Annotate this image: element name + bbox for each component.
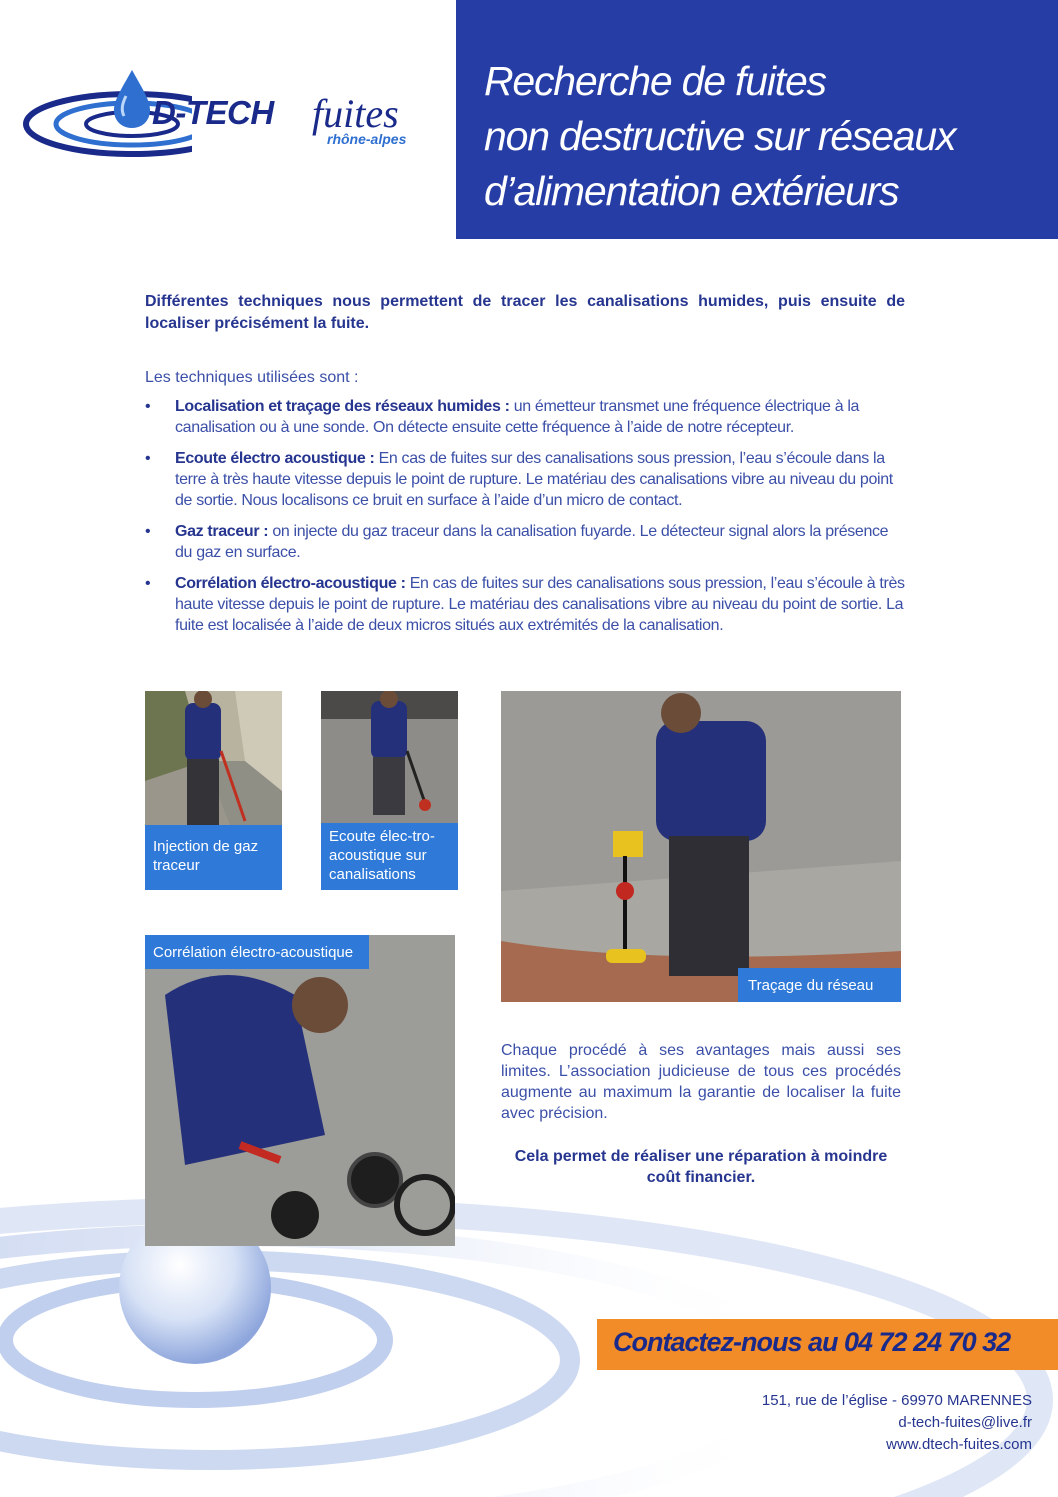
caption-gaz: Injection de gaz traceur (145, 825, 282, 890)
logo-brand-suffix: fuites (312, 91, 399, 136)
page-title-line-1: Recherche de fuites (484, 58, 826, 104)
list-item (145, 573, 905, 636)
technique-title: Gaz traceur : (175, 523, 269, 540)
header-banner (456, 0, 1058, 239)
technique-text: on injecte du gaz traceur dans la canalisation fuyarde. Le détecteur signal alors la présence du gaz en surface. (175, 523, 889, 561)
advantages-paragraph: Chaque procédé à ses avantages mais aussi ses limites. L’association judicieuse de tous ces procédés augmente au maximum la garantie de localiser la fuite avec précision. (501, 1042, 901, 1122)
contact-banner (597, 1319, 1058, 1370)
conclusion-text: Cela permet de réaliser une réparation à moindre coût financier. (514, 1148, 888, 1186)
photo-correlation (145, 935, 455, 1246)
technique-text: un émetteur transmet une fréquence électrique à la canalisation ou à une sonde. On détecte ensuite cette fréquence à l’aide de notre récepteur. (175, 398, 860, 436)
address-website[interactable]: www.dtech-fuites.com (886, 1436, 1032, 1453)
photo-tracage (501, 691, 901, 1002)
page-title-line-3: d’alimentation extérieurs (484, 168, 899, 214)
bullet-icon: • (145, 398, 151, 415)
caption-tracage: Traçage du réseau (738, 968, 901, 1002)
intro-text: Différentes techniques nous permettent de tracer les canalisations humides, puis ensuite de localiser précisément la fuite. (145, 293, 905, 332)
logo-region: rhône-alpes (327, 131, 407, 147)
bullet-icon: • (145, 523, 151, 540)
bullet-icon: • (145, 450, 151, 467)
technique-text: En cas de fuites sur des canalisations sous pression, l’eau s’écoule à très haute vitesse depuis le point de rupture. Le matériau des canalisations vibre au niveau du point de sortie. La fuite est localisée à l’aide de deux micros situés aux extrémités de la canalisation. (175, 575, 905, 634)
techniques-list (145, 396, 905, 646)
company-logo (22, 66, 432, 176)
technician-photo-icon (145, 935, 455, 1246)
list-item (145, 396, 905, 438)
caption-correlation: Corrélation électro-acoustique (145, 935, 369, 969)
address-street: 151, rue de l’église - 69970 MARENNES (761, 1392, 1032, 1409)
contact-phone[interactable]: Contactez-nous au 04 72 24 70 32 (613, 1327, 1011, 1357)
techniques-lead: Les techniques utilisées sont : (145, 369, 359, 386)
technique-title: Ecoute électro acoustique : (175, 450, 375, 467)
address-block (762, 1390, 1032, 1456)
technique-title: Localisation et traçage des réseaux humides : (175, 398, 510, 415)
technique-text: En cas de fuites sur des canalisations sous pression, l’eau s’écoule dans la terre à très haute vitesse depuis le point de rupture. Le matériau des canalisations vibre au niveau du point de sortie. Nous localisons ce bruit en surface à l’aide d’un micro de contact. (175, 450, 893, 509)
technician-photo-icon (501, 691, 901, 1002)
photo-ecoute (321, 691, 458, 890)
list-item (145, 448, 905, 511)
logo-brand-name: D-TECH (152, 94, 274, 131)
caption-ecoute: Ecoute élec-tro-acoustique sur canalisations (321, 823, 458, 890)
photo-gaz-traceur (145, 691, 282, 890)
address-email[interactable]: d-tech-fuites@live.fr (898, 1414, 1032, 1431)
technique-title: Corrélation électro-acoustique : (175, 575, 406, 592)
list-item (145, 521, 905, 563)
page-title-line-2: non destructive sur réseaux (484, 113, 956, 159)
bullet-icon: • (145, 575, 151, 592)
